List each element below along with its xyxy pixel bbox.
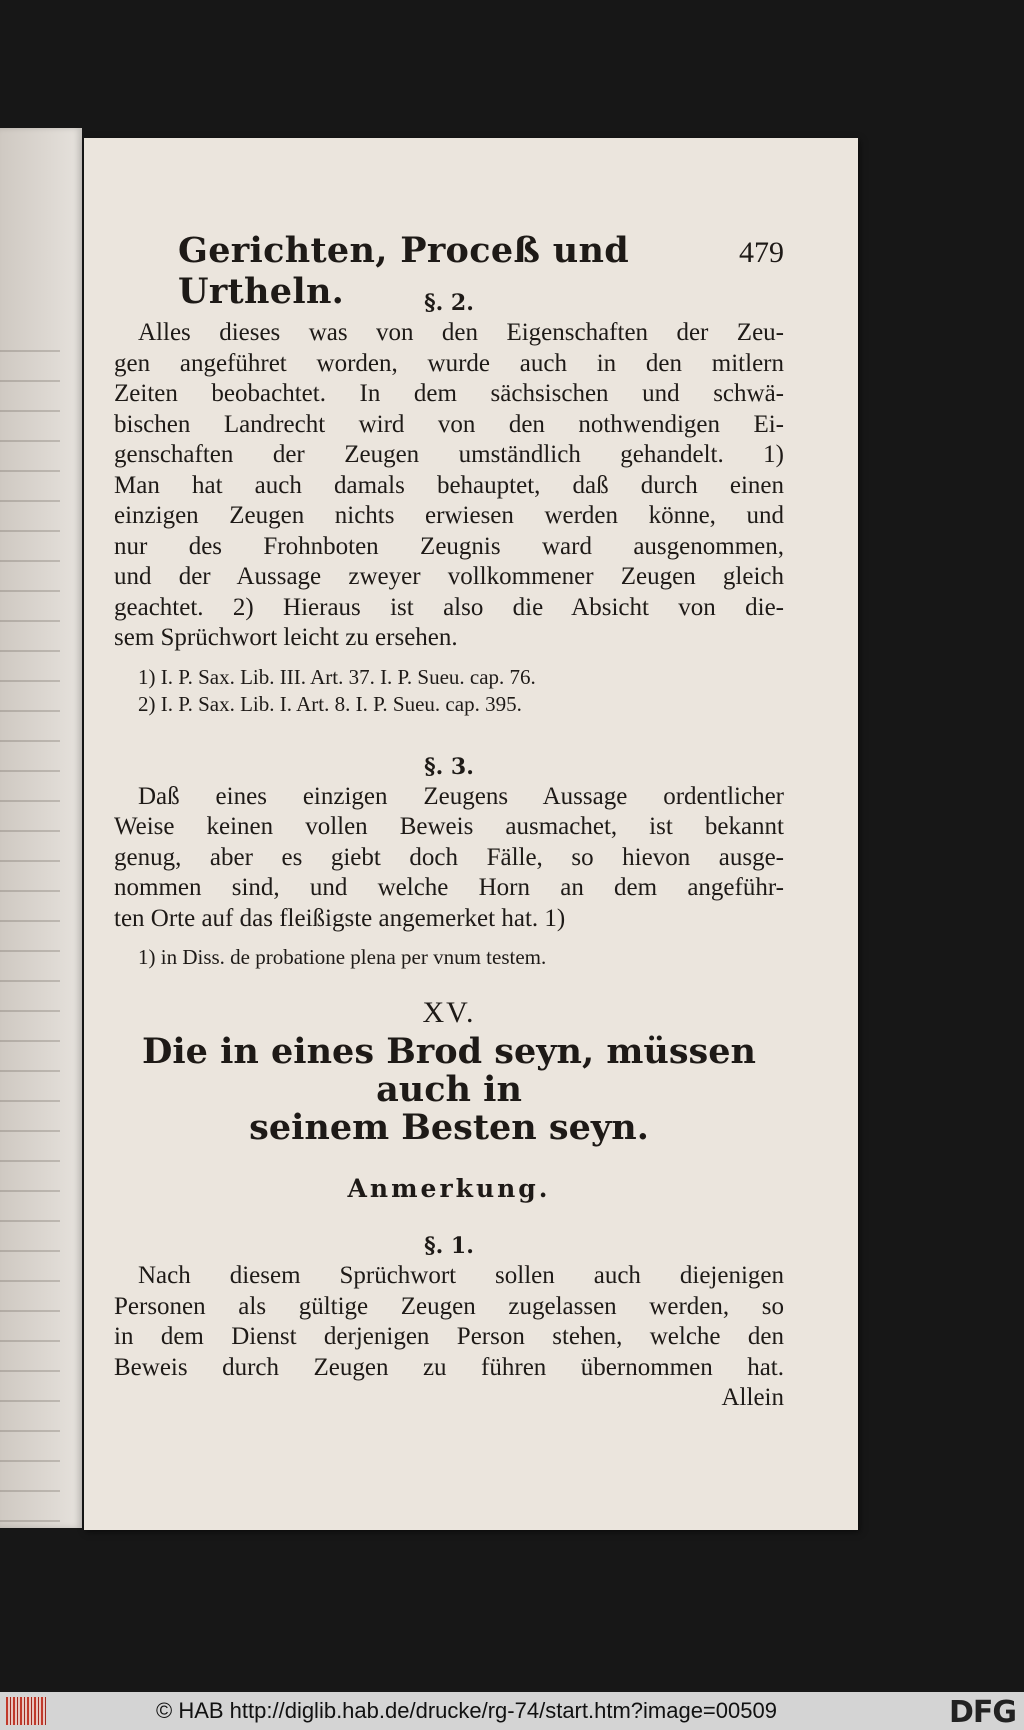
text-line: Nach diesem Sprüchwort sollen auch diejenigen — [138, 1262, 784, 1289]
dfg-logo: DFG — [948, 1695, 1016, 1730]
text-line: gen angeführet worden, wurde auch in den mitlern — [114, 349, 784, 377]
text-line: nommen sind, und welche Horn an dem angeführ- — [114, 874, 784, 901]
barcode-icon — [6, 1697, 46, 1725]
section-mark-2: §. 2. — [424, 290, 474, 316]
running-header — [178, 230, 784, 312]
text-line: bischen Landrecht wird von den nothwendigen Ei- — [114, 410, 784, 438]
catchword: Allein — [721, 1384, 784, 1411]
chapter-title-line: seinem Besten seyn. — [249, 1107, 649, 1148]
subheading: Anmerkung. — [347, 1174, 551, 1203]
chapter-number: XV. — [422, 996, 476, 1029]
page-content — [114, 288, 784, 1413]
chapter-title-line: Die in eines Brod seyn, müssen auch in — [142, 1031, 756, 1110]
text-line: genug, aber es giebt doch Fälle, so hievon ausge- — [114, 843, 784, 871]
book-page — [84, 138, 858, 1530]
bleed-through-text — [0, 328, 60, 1528]
adjacent-page-edge — [0, 128, 82, 1528]
text-line: einzigen Zeugen nichts erwiesen werden könne, und — [114, 502, 784, 529]
text-line: Daß eines einzigen Zeugens Aussage ordentlicher — [138, 782, 784, 810]
running-title: Gerichten, Proceß und Urtheln. — [178, 230, 630, 312]
text-line: nur des Frohnboten Zeugnis ward ausgenommen, — [114, 532, 784, 560]
text-line: Zeiten beobachtet. In dem sächsischen und schwä- — [114, 380, 784, 407]
footnote: 2) I. P. Sax. Lib. I. Art. 8. I. P. Sueu. cap. 395. — [138, 691, 522, 716]
text-line: geachtet. 2) Hieraus ist also die Absicht von die- — [114, 593, 784, 621]
text-line: in dem Dienst derjenigen Person stehen, welche den — [114, 1323, 784, 1350]
footnote: 1) in Diss. de probatione plena per vnum testem. — [138, 945, 547, 969]
text-line: genschaften der Zeugen umständlich gehandelt. 1) — [114, 441, 784, 468]
footnote: 1) I. P. Sax. Lib. III. Art. 37. I. P. Sueu. cap. 76. — [138, 664, 536, 689]
text-line: Alles dieses was von den Eigenschaften der Zeu- — [138, 319, 784, 346]
text-line: Beweis durch Zeugen zu führen übernommen hat. — [114, 1353, 784, 1381]
text-line: sem Sprüchwort leicht zu ersehen. — [114, 624, 458, 651]
text-line: ten Orte auf das fleißigste angemerket hat. 1) — [114, 904, 566, 932]
copyright-url[interactable]: © HAB http://diglib.hab.de/drucke/rg-74/start.htm?image=00509 — [156, 1698, 777, 1723]
text-line: und der Aussage zweyer vollkommener Zeugen gleich — [114, 563, 784, 590]
footer-bar — [0, 1692, 1024, 1730]
text-line: Weise keinen vollen Beweis ausmachet, ist bekannt — [114, 813, 784, 840]
text-line: Man hat auch damals behauptet, daß durch einen — [114, 471, 784, 499]
section-mark-3: §. 3. — [424, 753, 474, 780]
page-number: 479 — [739, 236, 784, 269]
section-mark-1: §. 1. — [424, 1233, 474, 1259]
text-line: Personen als gültige Zeugen zugelassen werden, so — [114, 1292, 784, 1320]
